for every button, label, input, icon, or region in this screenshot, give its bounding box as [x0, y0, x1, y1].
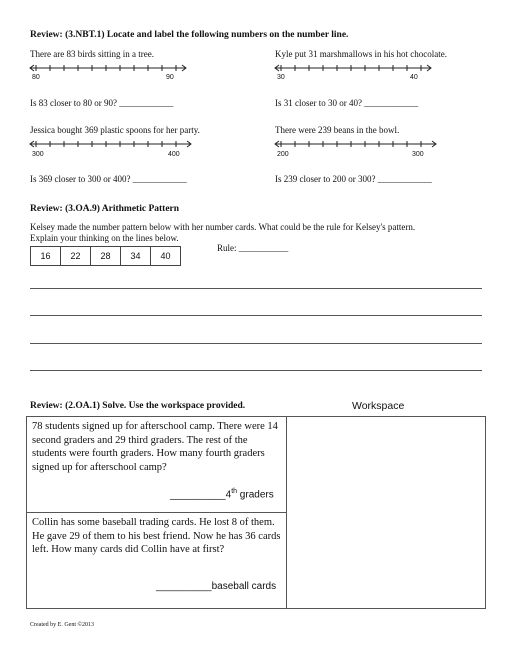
section3-header: Review: (2.OA.1) Solve. Use the workspace provided. [30, 401, 246, 411]
number-line-1-start: 80 [32, 74, 40, 81]
footer-credit: Created by E. Gent ©2013 [30, 622, 95, 628]
pattern-instructions-2: Explain your thinking on the lines below. [30, 233, 179, 243]
workspace-area[interactable] [288, 418, 484, 607]
number-card: 22 [61, 247, 91, 266]
problem1-text: There are 83 birds sitting in a tree. [30, 49, 154, 59]
problem2-text: Kyle put 31 marshmallows in his hot chocolate. [275, 49, 447, 59]
word-problem-1: 78 students signed up for afterschool camp. There were 14 second graders and 29 third graders. The rest of the students were fourth graders. How many fourth graders signed up for afterschool camp? [32, 421, 278, 473]
section2-header: Review: (3.OA.9) Arithmetic Pattern [30, 204, 180, 214]
number-line-1-end: 90 [166, 74, 174, 81]
number-line-2-start: 30 [277, 74, 285, 81]
number-card: 16 [31, 247, 61, 266]
question1: Is 83 closer to 80 or 90? ____________ [30, 98, 174, 108]
writing-line[interactable] [30, 370, 482, 371]
writing-line[interactable] [30, 288, 482, 289]
number-card: 28 [91, 247, 121, 266]
answer-2: __________baseball cards [156, 581, 277, 592]
problem4-text: There were 239 beans in the bowl. [275, 125, 400, 135]
number-line-1 [28, 62, 188, 74]
problem-grid [26, 416, 486, 609]
number-line-2 [273, 62, 433, 74]
workspace-label: Workspace [352, 400, 405, 412]
problem3-text: Jessica bought 369 plastic spoons for her party. [30, 125, 200, 135]
question3: Is 369 closer to 300 or 400? ____________ [30, 174, 187, 184]
section1-header: Review: (3.NBT.1) Locate and label the following numbers on the number line. [30, 30, 349, 40]
grid-divider [27, 512, 286, 513]
number-line-3-start: 300 [32, 151, 44, 158]
answer-1-blank: __________4 [170, 489, 232, 501]
answer-1-sup: th [231, 488, 238, 495]
number-line-3-end: 400 [168, 151, 180, 158]
number-line-4-start: 200 [277, 151, 289, 158]
number-line-4-end: 300 [412, 151, 424, 158]
answer-1 [170, 488, 274, 500]
number-line-3 [28, 138, 193, 150]
writing-line[interactable] [30, 343, 482, 344]
grid-divider [286, 417, 287, 608]
writing-line[interactable] [30, 315, 482, 316]
number-line-2-end: 40 [410, 74, 418, 81]
answer-1-unit: graders [237, 489, 274, 501]
word-problem-2: Collin has some baseball trading cards. He lost 8 of them. He gave 29 of them to his best friend. Now he has 36 cards left. How many cards did Collin have at first? [32, 517, 281, 555]
question4: Is 239 closer to 200 or 300? ____________ [275, 174, 432, 184]
question2: Is 31 closer to 30 or 40? ____________ [275, 98, 419, 108]
number-card: 40 [151, 247, 181, 266]
number-card: 34 [121, 247, 151, 266]
pattern-instructions-1: Kelsey made the number pattern below with her number cards. What could be the rule for Kelsey's pattern. [30, 222, 416, 232]
number-line-4 [273, 138, 438, 150]
number-cards [30, 246, 181, 266]
rule-blank: Rule: ___________ [217, 243, 289, 253]
